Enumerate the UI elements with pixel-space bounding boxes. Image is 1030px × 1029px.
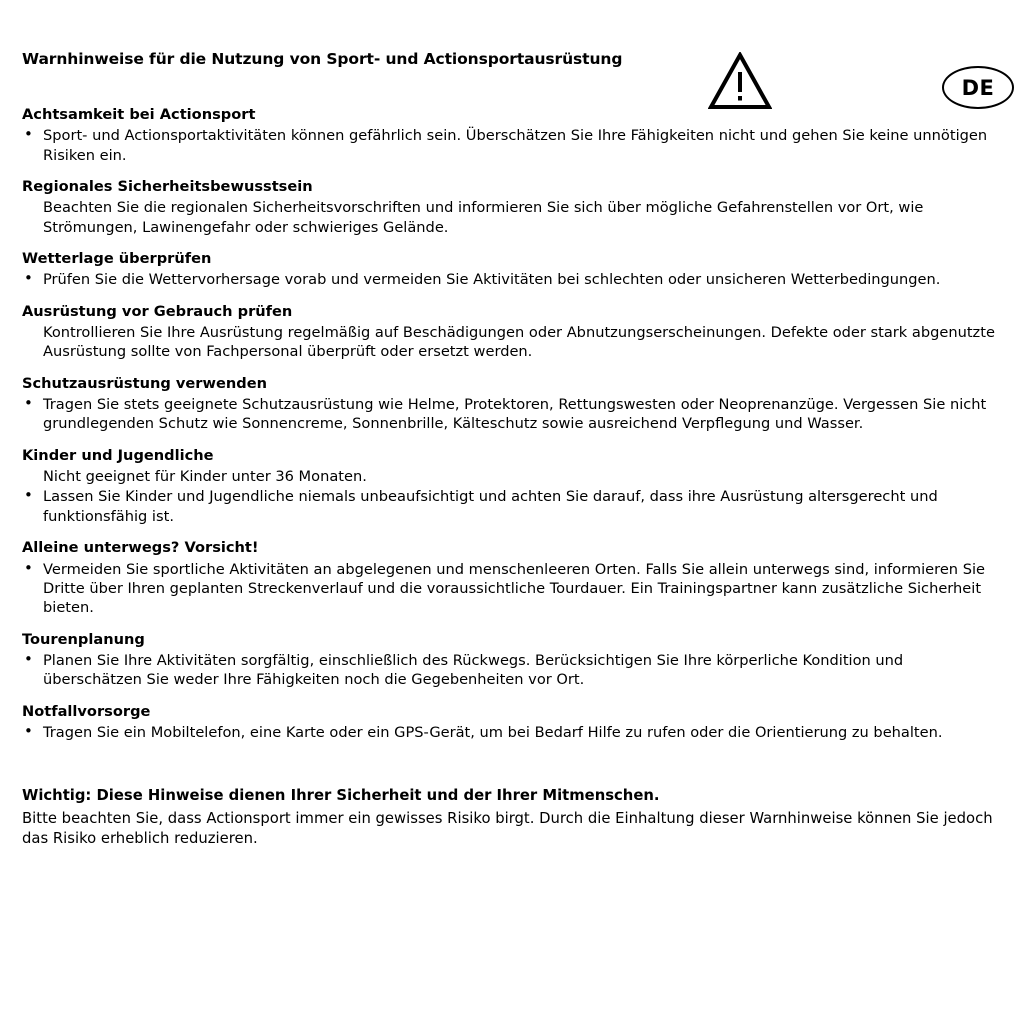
language-badge: DE <box>942 66 1014 109</box>
section-paragraph: Beachten Sie die regionalen Sicherheitsvorschriften und informieren Sie sich über mögliche Gefahrenstellen vor Ort, wie Strömungen, Lawinengefahr oder schwieriges Gelände. <box>43 199 924 236</box>
warning-section <box>22 631 1002 690</box>
warning-section <box>22 303 1002 362</box>
footer-text: Bitte beachten Sie, dass Actionsport immer ein gewisses Risiko birgt. Durch die Einhaltung dieser Warnhinweise können Sie jedoch das Risiko erheblich reduzieren. <box>22 809 993 847</box>
section-heading: Wetterlage überprüfen <box>22 250 212 268</box>
bullet-item: • Sport- und Actionsportaktivitäten können gefährlich sein. Überschätzen Sie Ihre Fähigkeiten nicht und gehen Sie keine unnötigen Risiken ein. <box>22 126 1002 165</box>
warning-section <box>22 106 1002 165</box>
section-heading: Ausrüstung vor Gebrauch prüfen <box>22 302 293 320</box>
footer-note <box>22 786 1002 848</box>
section-heading: Regionales Sicherheitsbewusstsein <box>22 178 313 196</box>
section-heading: Alleine unterwegs? Vorsicht! <box>22 539 259 557</box>
warning-section <box>22 703 1002 743</box>
bullet-item: • Lassen Sie Kinder und Jugendliche niemals unbeaufsichtigt und achten Sie darauf, dass ihre Ausrüstung altersgerecht und funktionsfähig ist. <box>22 487 1002 526</box>
footer-heading: Wichtig: Diese Hinweise dienen Ihrer Sicherheit und der Ihrer Mitmenschen. <box>22 787 660 805</box>
section-heading: Kinder und Jugendliche <box>22 446 214 464</box>
section-heading: Notfallvorsorge <box>22 702 151 720</box>
warning-section <box>22 178 1002 237</box>
warning-section <box>22 539 1002 617</box>
bullet-item: • Tragen Sie ein Mobiltelefon, eine Karte oder ein GPS-Gerät, um bei Bedarf Hilfe zu rufen oder die Orientierung zu behalten. <box>22 723 1002 742</box>
section-heading: Schutzausrüstung verwenden <box>22 374 268 392</box>
warning-triangle-icon <box>708 52 772 114</box>
warning-section <box>22 375 1002 434</box>
warning-section <box>22 447 1002 526</box>
bullet-item: • Planen Sie Ihre Aktivitäten sorgfältig, einschließlich des Rückwegs. Berücksichtigen Sie Ihre körperliche Kondition und überschätzen Sie weder Ihre Fähigkeiten noch die Gegebenheiten vor Ort. <box>22 651 1002 690</box>
page-title: Warnhinweise für die Nutzung von Sport- und Actionsportausrüstung <box>22 49 623 68</box>
sections-container <box>22 106 1002 742</box>
warning-section <box>22 250 1002 290</box>
bullet-item: • Tragen Sie stets geeignete Schutzausrüstung wie Helme, Protektoren, Rettungswesten oder Neoprenanzüge. Vergessen Sie nicht grundlegenden Schutz wie Sonnencreme, Sonnenbrille, Kälteschutz sowie ausreichend Verpflegung und Wasser. <box>22 395 1002 434</box>
section-paragraph: Kontrollieren Sie Ihre Ausrüstung regelmäßig auf Beschädigungen oder Abnutzungserscheinungen. Defekte oder stark abgenutzte Ausrüstung sollte von Fachpersonal überprüft oder ersetzt werden. <box>43 323 995 361</box>
bullet-item: • Vermeiden Sie sportliche Aktivitäten an abgelegenen und menschenleeren Orten. Falls Sie allein unterwegs sind, informieren Sie Dritte über Ihren geplanten Streckenverlauf und die voraussichtliche Tourdauer. Ein Trainingspartner kann zusätzliche Sicherheit bieten. <box>22 560 1002 618</box>
bullet-item: • Prüfen Sie die Wettervorhersage vorab und vermeiden Sie Aktivitäten bei schlechten oder unsicheren Wetterbedingungen. <box>22 270 1002 289</box>
section-paragraph: Nicht geeignet für Kinder unter 36 Monaten. <box>43 468 367 486</box>
section-heading: Tourenplanung <box>22 630 145 648</box>
section-heading: Achtsamkeit bei Actionsport <box>22 106 256 123</box>
document-header <box>22 30 1002 100</box>
